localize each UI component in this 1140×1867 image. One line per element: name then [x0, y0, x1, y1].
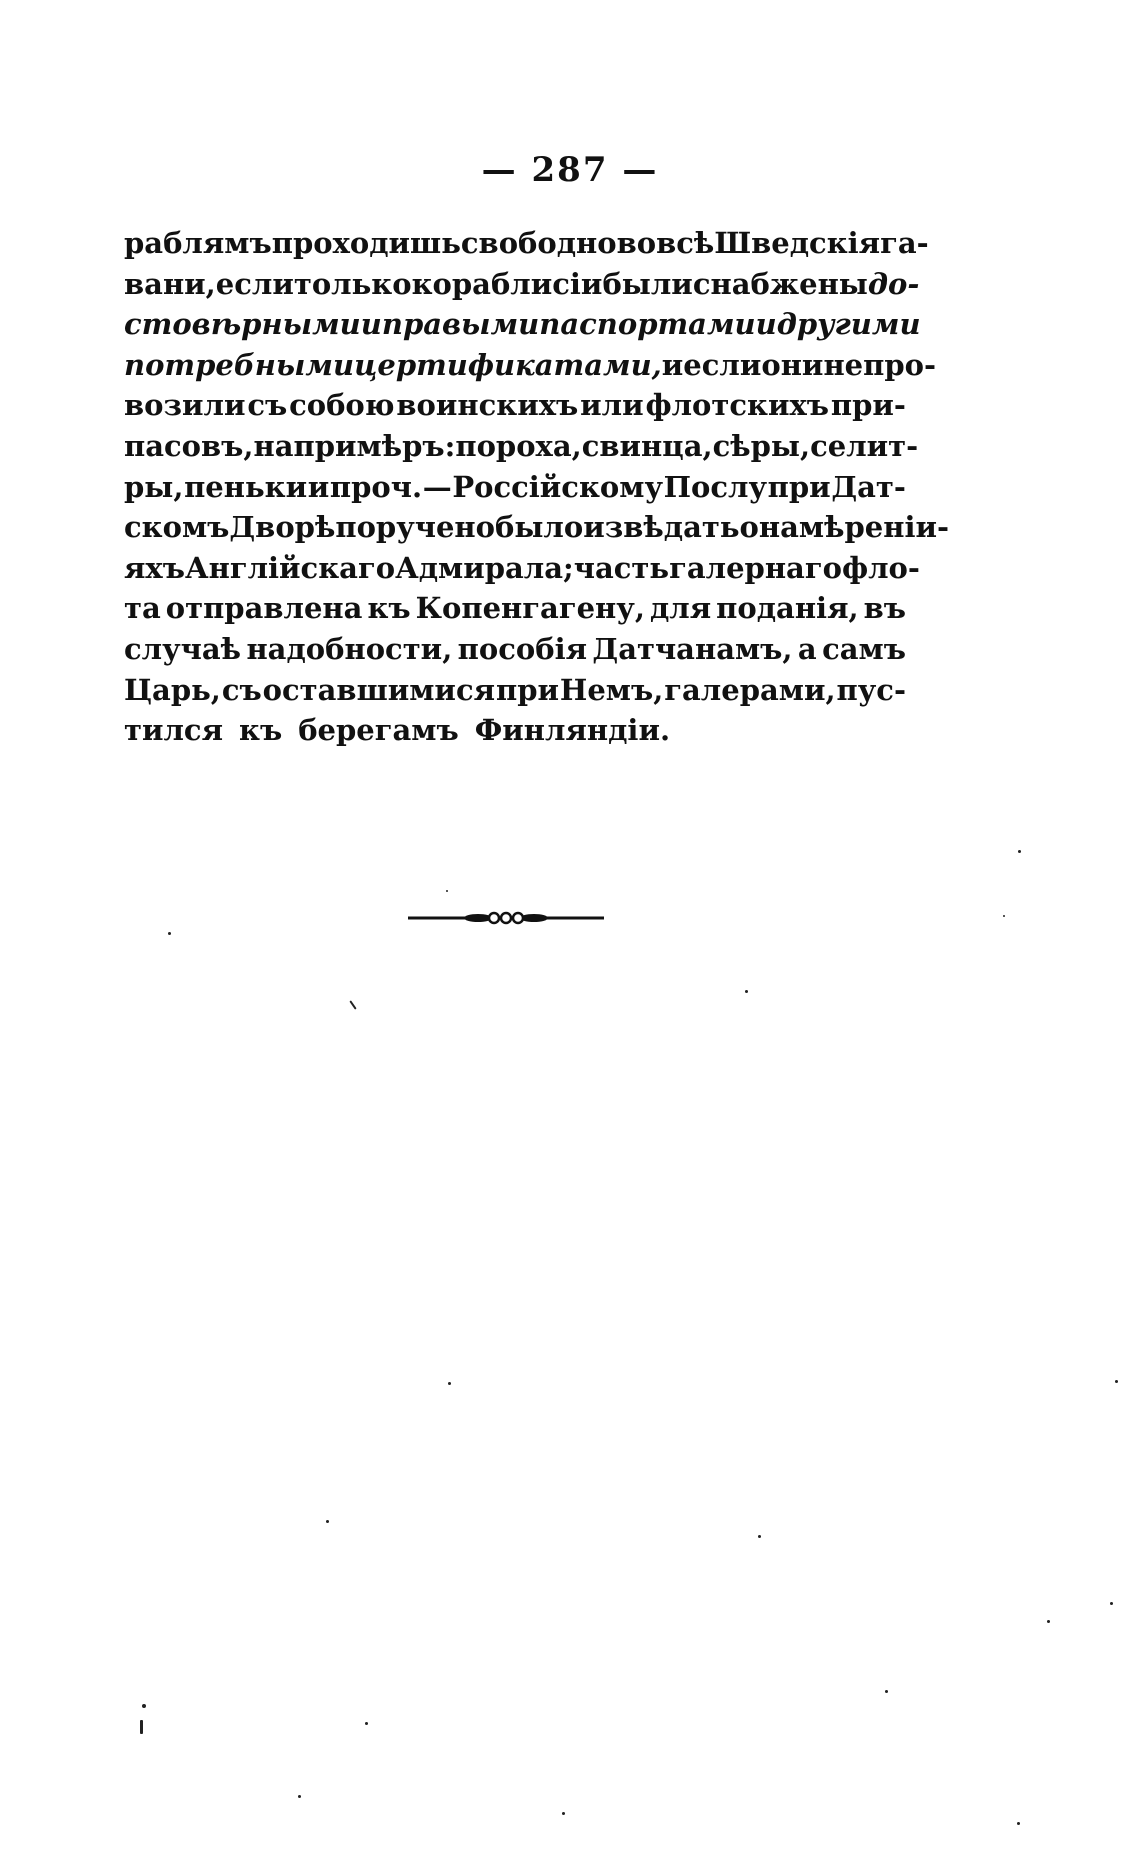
word: сіи	[552, 266, 603, 301]
word: проч.	[329, 469, 423, 504]
word: селит-	[810, 428, 919, 463]
word: Датчанамъ,	[592, 631, 793, 666]
word: при	[495, 672, 559, 707]
word: проходишь	[271, 226, 461, 260]
word: другими	[776, 307, 921, 342]
paper-speck	[1110, 1602, 1113, 1605]
text-line	[124, 550, 920, 592]
paper-speck	[885, 1690, 888, 1693]
word: оставшимися	[262, 672, 496, 707]
paper-speck	[1018, 850, 1021, 853]
text-line	[124, 428, 919, 470]
word: они	[761, 347, 824, 382]
ornament-divider-icon	[408, 908, 604, 928]
word: сѣры,	[712, 428, 811, 463]
word: часть	[573, 550, 670, 585]
paper-speck	[298, 1795, 301, 1798]
word: пасовъ,	[124, 428, 254, 463]
word: было	[495, 510, 584, 545]
word: свободно	[460, 226, 617, 260]
word: во	[616, 226, 657, 260]
word: поручено	[335, 510, 495, 545]
word: были	[602, 266, 693, 301]
word: Россійскому	[452, 469, 664, 504]
paper-speck	[1017, 1822, 1020, 1825]
paper-speck	[448, 1382, 451, 1385]
word: не	[823, 347, 864, 382]
word: или	[580, 388, 644, 423]
word: Шведскія	[714, 226, 881, 260]
word: пособія	[457, 631, 588, 666]
text-line	[124, 266, 920, 308]
word: стовѣрными	[124, 307, 361, 342]
text-line	[124, 226, 929, 267]
word: до-	[867, 266, 920, 301]
word: скомъ	[124, 510, 230, 545]
word: Дворѣ	[229, 510, 336, 545]
word: съ	[221, 672, 262, 707]
word: раблямъ	[124, 226, 272, 260]
word: извѣдать	[583, 510, 740, 545]
word: случаѣ	[124, 631, 242, 666]
word: снабжены	[692, 266, 868, 301]
text-line	[124, 632, 906, 673]
word: Немъ,	[559, 672, 664, 707]
word: яхъ	[124, 550, 185, 585]
word: Адмирала;	[395, 550, 574, 585]
page-number: — 287 —	[481, 150, 659, 190]
word: пус-	[836, 672, 906, 707]
word: паспортами	[539, 307, 756, 342]
word: Англійскаго	[184, 550, 396, 585]
word: при	[767, 469, 831, 504]
word: вани,	[124, 266, 216, 301]
word: для	[649, 591, 712, 626]
word: къ	[239, 713, 283, 748]
paper-speck	[168, 932, 171, 935]
word: флотскихъ	[645, 388, 830, 423]
word: надобности,	[246, 631, 453, 666]
word: про-	[863, 347, 937, 382]
text-line	[124, 713, 906, 754]
word: о	[739, 510, 759, 545]
word: цертификатами,	[354, 347, 662, 382]
word: къ	[367, 591, 411, 626]
word: при-	[830, 388, 906, 423]
word: тился	[124, 713, 224, 748]
paper-speck	[745, 990, 748, 993]
text-line	[124, 347, 937, 389]
body-text	[124, 226, 950, 754]
paper-speck	[349, 1000, 356, 1009]
word: поданія,	[716, 591, 859, 626]
word: напримѣръ:	[253, 428, 456, 463]
word: и	[307, 469, 330, 504]
word: Финляндіи.	[474, 713, 671, 748]
paper-speck	[140, 1720, 143, 1734]
paper-speck	[562, 1812, 565, 1815]
word: собою	[289, 388, 395, 423]
word: и	[360, 307, 382, 342]
word: а	[797, 631, 817, 666]
word: Царь,	[124, 672, 221, 707]
paper-speck	[142, 1704, 146, 1708]
paper-speck	[1047, 1620, 1050, 1623]
word: Копенгагену,	[415, 591, 645, 626]
text-line	[124, 591, 906, 632]
word: пеньки	[184, 469, 308, 504]
word: галерами,	[664, 672, 836, 707]
word: га-	[880, 226, 929, 260]
paper-speck	[446, 890, 448, 892]
word: если	[215, 266, 294, 301]
text-line	[124, 510, 950, 551]
word: если	[683, 347, 762, 382]
paper-speck	[758, 1535, 761, 1538]
text-line	[124, 470, 906, 511]
word: Послу	[663, 469, 768, 504]
word: Дат-	[831, 469, 906, 504]
word: воинскихъ	[396, 388, 579, 423]
word: возили	[124, 388, 246, 423]
word: и	[755, 307, 777, 342]
word: правыми	[381, 307, 540, 342]
word: съ	[247, 388, 288, 423]
word: корабли	[411, 266, 553, 301]
word: потребными	[124, 347, 355, 382]
word: фло-	[841, 550, 920, 585]
text-line	[124, 673, 906, 714]
word: пороха,	[455, 428, 582, 463]
word: намѣреніи-	[758, 510, 950, 545]
paper-speck	[326, 1520, 329, 1523]
word: въ	[863, 591, 906, 626]
word: и	[661, 347, 684, 382]
text-line	[124, 388, 906, 429]
word: всѣ	[656, 226, 715, 260]
paper-speck	[1115, 1380, 1118, 1383]
word: свинца,	[581, 428, 713, 463]
word: берегамъ	[298, 713, 459, 748]
text-line	[124, 307, 921, 348]
word: —	[422, 469, 452, 504]
word: только	[293, 266, 412, 301]
word: та	[124, 591, 161, 626]
paper-speck	[365, 1722, 368, 1725]
word: отправлена	[165, 591, 363, 626]
word: ры,	[124, 469, 184, 504]
paper-speck	[1003, 915, 1005, 917]
word: галернаго	[669, 550, 842, 585]
word: самъ	[822, 631, 906, 666]
